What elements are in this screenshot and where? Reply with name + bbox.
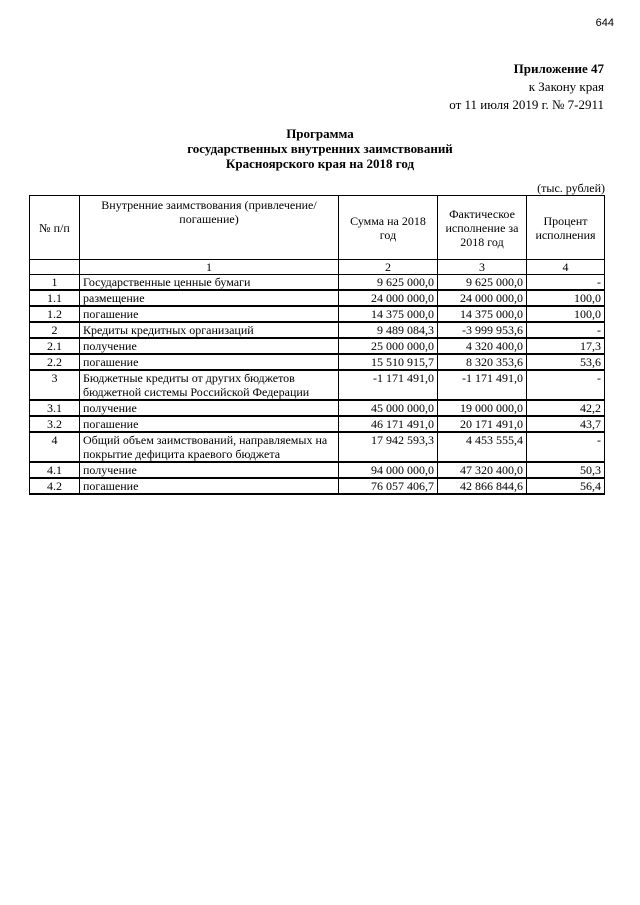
cell-sum: 17 942 593,3 xyxy=(339,432,438,462)
appendix-block xyxy=(449,60,604,114)
table-row xyxy=(30,290,605,306)
cell-num: 2 xyxy=(30,322,80,338)
cell-sum: 45 000 000,0 xyxy=(339,400,438,416)
cell-name: погашение xyxy=(80,354,339,370)
table-row xyxy=(30,275,605,291)
header-percent: Процент исполнения xyxy=(527,196,605,260)
cell-sum: 76 057 406,7 xyxy=(339,478,438,494)
cell-fact: 4 320 400,0 xyxy=(438,338,527,354)
cell-sum: 9 625 000,0 xyxy=(339,275,438,291)
column-number-row xyxy=(30,260,605,275)
colnum-1: 1 xyxy=(80,260,339,275)
cell-name: Общий объем заимствований, направляемых на покрытие дефицита краевого бюджета xyxy=(80,432,339,462)
cell-name: погашение xyxy=(80,416,339,432)
header-sum: Сумма на 2018 год xyxy=(339,196,438,260)
cell-percent: 43,7 xyxy=(527,416,605,432)
table-row xyxy=(30,354,605,370)
cell-sum: 9 489 084,3 xyxy=(339,322,438,338)
table-row xyxy=(30,306,605,322)
cell-name: Бюджетные кредиты от других бюджетов бюджетной системы Российской Федерации xyxy=(80,370,339,400)
cell-num: 2.1 xyxy=(30,338,80,354)
cell-num: 3.2 xyxy=(30,416,80,432)
cell-sum: 25 000 000,0 xyxy=(339,338,438,354)
cell-percent: 17,3 xyxy=(527,338,605,354)
cell-num: 4.1 xyxy=(30,462,80,478)
cell-fact: -1 171 491,0 xyxy=(438,370,527,400)
cell-fact: 19 000 000,0 xyxy=(438,400,527,416)
colnum-4: 4 xyxy=(527,260,605,275)
title-line-1: Программа xyxy=(286,126,354,141)
cell-fact: 9 625 000,0 xyxy=(438,275,527,291)
cell-percent: - xyxy=(527,432,605,462)
table-row xyxy=(30,338,605,354)
cell-name: Государственные ценные бумаги xyxy=(80,275,339,291)
cell-num: 1.1 xyxy=(30,290,80,306)
cell-sum: 46 171 491,0 xyxy=(339,416,438,432)
cell-sum: 15 510 915,7 xyxy=(339,354,438,370)
cell-num: 1 xyxy=(30,275,80,291)
cell-num: 3.1 xyxy=(30,400,80,416)
cell-name: получение xyxy=(80,400,339,416)
colnum-2: 2 xyxy=(339,260,438,275)
cell-num: 2.2 xyxy=(30,354,80,370)
cell-percent: 50,3 xyxy=(527,462,605,478)
cell-num: 3 xyxy=(30,370,80,400)
table-row xyxy=(30,462,605,478)
borrowing-table xyxy=(29,195,605,495)
cell-fact: 47 320 400,0 xyxy=(438,462,527,478)
cell-name: получение xyxy=(80,462,339,478)
cell-fact: 14 375 000,0 xyxy=(438,306,527,322)
cell-percent: 53,6 xyxy=(527,354,605,370)
appendix-title: Приложение 47 xyxy=(513,61,604,76)
cell-percent: 56,4 xyxy=(527,478,605,494)
document-title xyxy=(0,126,640,171)
cell-fact: -3 999 953,6 xyxy=(438,322,527,338)
cell-percent: - xyxy=(527,275,605,291)
cell-sum: -1 171 491,0 xyxy=(339,370,438,400)
table-row xyxy=(30,370,605,400)
cell-num: 1.2 xyxy=(30,306,80,322)
cell-percent: - xyxy=(527,322,605,338)
title-line-3: Красноярского края на 2018 год xyxy=(225,156,415,171)
cell-num: 4 xyxy=(30,432,80,462)
cell-fact: 4 453 555,4 xyxy=(438,432,527,462)
appendix-law-date: от 11 июля 2019 г. № 7-2911 xyxy=(449,97,604,112)
header-num: № п/п xyxy=(30,196,80,260)
cell-percent: 100,0 xyxy=(527,306,605,322)
cell-percent: 100,0 xyxy=(527,290,605,306)
cell-name: получение xyxy=(80,338,339,354)
cell-sum: 14 375 000,0 xyxy=(339,306,438,322)
table-row xyxy=(30,400,605,416)
cell-sum: 24 000 000,0 xyxy=(339,290,438,306)
cell-name: погашение xyxy=(80,306,339,322)
table-row xyxy=(30,416,605,432)
table-row xyxy=(30,478,605,494)
cell-name: погашение xyxy=(80,478,339,494)
cell-name: размещение xyxy=(80,290,339,306)
table-row xyxy=(30,322,605,338)
header-fact: Фактическое исполнение за 2018 год xyxy=(438,196,527,260)
colnum-3: 3 xyxy=(438,260,527,275)
title-line-2: государственных внутренних заимствований xyxy=(187,141,453,156)
cell-name: Кредиты кредитных организаций xyxy=(80,322,339,338)
cell-num: 4.2 xyxy=(30,478,80,494)
cell-fact: 8 320 353,6 xyxy=(438,354,527,370)
table-row xyxy=(30,432,605,462)
cell-fact: 24 000 000,0 xyxy=(438,290,527,306)
cell-percent: 42,2 xyxy=(527,400,605,416)
cell-fact: 20 171 491,0 xyxy=(438,416,527,432)
colnum-empty xyxy=(30,260,80,275)
header-name: Внутренние заимствования (привлечение/ погашение) xyxy=(80,196,339,260)
cell-fact: 42 866 844,6 xyxy=(438,478,527,494)
cell-percent: - xyxy=(527,370,605,400)
cell-sum: 94 000 000,0 xyxy=(339,462,438,478)
page-number: 644 xyxy=(595,17,614,29)
units-label: (тыс. рублей) xyxy=(537,181,605,195)
appendix-law-ref: к Закону края xyxy=(528,79,604,94)
table-body xyxy=(30,260,605,495)
